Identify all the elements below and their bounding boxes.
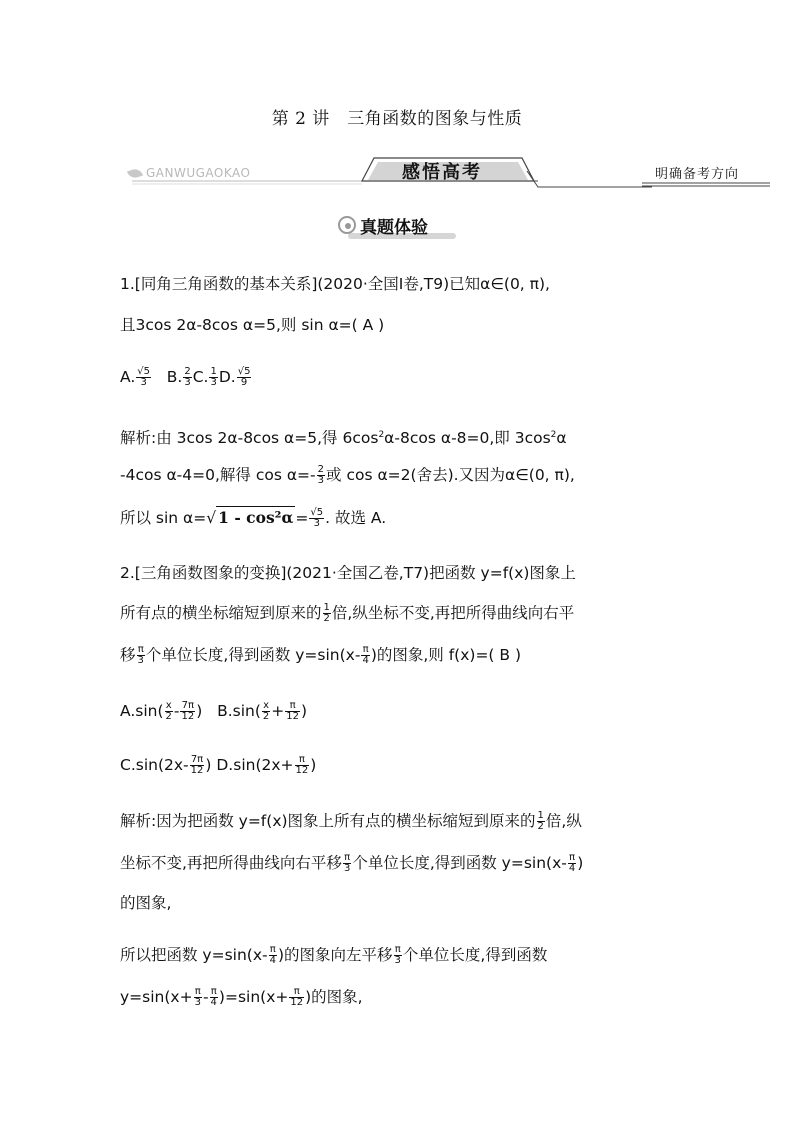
text: )的图象向左平移 [277,946,393,964]
frac [269,945,277,966]
num: π [285,701,300,712]
num: π [289,987,304,998]
q1-solution-line1: 解析:由 3cos 2α-8cos α=5,得 $6\cos^2\alpha-8\cos$ α-8=0,即 $3\cos^2\alpha$ [120,429,567,448]
q2-line3 [120,644,521,666]
q1-opt-a: A. [120,368,136,386]
den: 12 [295,765,309,776]
num: x [263,700,270,711]
frac [343,853,351,874]
q1-opt-d-frac [237,367,252,388]
text: D.sin(2x+ [216,756,294,774]
text: 解析:由 3cos 2α-8cos α=5,得 6cos [120,429,379,448]
text: 个单位长度,得到函数 y=sin(x- [145,646,361,664]
den: 4 [269,955,276,966]
text: α [556,429,567,448]
frac [295,755,310,776]
text: - [202,988,209,1006]
den: 12 [190,765,204,776]
brand-text: GANWUGAOKAO [146,166,251,180]
text: 倍,纵 [545,812,582,830]
text: 所以 sin α= [120,509,207,527]
frac [190,755,205,776]
frac [394,945,402,966]
q1-opt-c-frac [209,367,217,388]
text: ) [577,854,584,872]
den: 2 [323,613,330,624]
page-title: 第 2 讲 三角函数的图象与性质 [271,109,523,129]
text: = [295,509,309,527]
den: 2 [537,821,544,832]
num: √5 [237,366,251,377]
text: -4cos α-4=0,解得 cos α=- [120,466,316,484]
sqrt-expr: 1 - cos²α [218,508,294,527]
text: )的图象, [305,988,363,1006]
banner-brand [128,166,250,180]
den: 3 [184,377,191,388]
den: 3 [140,377,147,388]
ring-icon [338,216,356,234]
q1-options [120,366,252,388]
num: π [394,944,401,955]
text: B.sin( [217,702,261,720]
num: √5 [310,507,324,518]
num: 1 [537,810,544,821]
den: 3 [210,377,217,388]
num: 2 [317,464,325,475]
text: C.sin(2x- [120,756,189,774]
section-subtitle-text: 真题体验 [360,218,428,238]
frac [165,701,173,722]
den: 12 [286,711,299,722]
banner-title: 感悟高考 [402,162,482,183]
q2-solution-line4 [120,944,547,966]
frac [180,701,195,722]
num: π [569,852,576,863]
q1-line1: 1.[同角三角函数的基本关系](2020·全国Ⅰ卷,T9)已知α∈(0, π), [120,275,550,293]
text: 所以把函数 y=sin(x- [120,946,268,964]
den: 12 [181,711,195,722]
frac [317,465,325,486]
banner-right-text: 明确备考方向 [655,167,740,182]
text: 坐标不变,再把所得曲线向右平移 [120,854,342,872]
num: 7π [181,700,195,711]
text: 倍,纵坐标不变,再把所得曲线向右平 [331,604,575,622]
q1-line2: 且3cos 2α-8cos α=5,则 sin α=( A ) [120,316,385,334]
q1-opt-d: D. [218,368,236,386]
num: π [362,644,369,655]
frac [323,603,331,624]
frac [361,645,369,666]
num: 7π [190,754,204,765]
den: 4 [210,997,217,1008]
q2-solution-line2 [120,852,583,874]
den: 4 [568,863,576,874]
q1-opt-b: B. [166,368,183,386]
frac [210,987,218,1008]
den: 3 [137,655,144,666]
q1-opt-a-frac [136,367,151,388]
q2-solution-line3: 的图象, [120,894,172,912]
q2-solution-line5 [120,986,363,1008]
num: 2 [184,366,191,377]
text: ) [205,756,212,774]
text: )=sin(x+ [218,988,289,1006]
den: 9 [240,377,248,388]
num: x [165,700,172,711]
text: 所有点的横坐标缩短到原来的 [120,604,322,622]
text: + [271,702,285,720]
frac [137,645,145,666]
frac [568,853,576,874]
num: √5 [137,366,150,377]
text: ) [310,756,317,774]
num: π [194,986,201,997]
den: 2 [165,711,172,722]
num: π [269,944,276,955]
frac [537,811,545,832]
text: - [173,702,180,720]
text: ) [301,702,308,720]
text: )的图象,则 f(x)=( B ) [370,646,522,664]
num: π [295,755,310,766]
den: 3 [194,997,201,1008]
text: . 故选 A. [325,509,387,527]
text: 移 [120,646,136,664]
text: 或 cos α=2(舍去).又因为α∈(0, π), [326,466,575,484]
den: 2 [262,711,270,722]
text: ) [196,702,203,720]
frac [285,701,300,722]
num: 1 [323,602,330,613]
q1-opt-c: C. [192,368,209,386]
den: 3 [343,863,351,874]
q1-solution-line2 [120,464,575,486]
num: 1 [210,366,217,377]
frac [194,987,202,1008]
q2-options-ab [120,700,307,722]
den: 3 [394,955,401,966]
q2-line1: 2.[三角函数图象的变换](2021·全国乙卷,T7)把函数 y=f(x)图象上 [120,564,576,582]
q2-options-cd [120,754,316,776]
q1-solution-line3: 所以 sin α=√ 1 - cos²α = $\frac{√5}{3}$ . 故选 A. [120,507,387,529]
den: 12 [290,997,304,1008]
text: 个单位长度,得到函数 y=sin(x- [352,854,567,872]
frac [309,508,324,529]
q2-solution-line1 [120,810,582,832]
text: y=sin(x+ [120,988,193,1006]
text: 解析:因为把函数 y=f(x)图象上所有点的横坐标缩短到原来的 [120,812,536,830]
den: 3 [313,518,320,529]
den: 3 [317,475,325,486]
num: π [344,852,351,863]
text: α-8cos α-8=0,即 3cos [384,429,551,448]
frac [262,701,270,722]
den: 4 [362,655,369,666]
q2-line2 [120,602,574,624]
leaf-icon [127,167,143,180]
num: π [137,644,144,655]
q1-opt-b-frac [183,367,191,388]
text: A.sin( [120,702,164,720]
num: π [210,986,217,997]
text: 个单位长度,得到函数 [402,946,548,964]
frac [289,987,304,1008]
